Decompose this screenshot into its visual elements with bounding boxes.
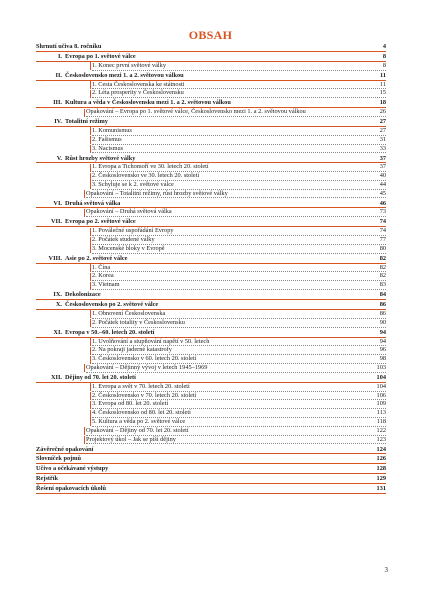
toc-entry-label: Evropa v 50.–60. letech 20. století <box>65 328 155 336</box>
toc-entry[interactable] <box>36 383 386 392</box>
toc-entry-page: 73 <box>379 208 386 216</box>
toc-entry-label: 2. Počátek studené války <box>92 236 155 244</box>
toc-entry-page: 74 <box>379 218 386 226</box>
toc-entry[interactable] <box>36 346 386 355</box>
toc-entry-page: 122 <box>376 426 386 434</box>
toc-entry-marker <box>84 190 85 198</box>
toc-entry-marker <box>90 90 91 98</box>
toc-entry-number: III. <box>53 99 62 107</box>
toc-entry[interactable] <box>36 53 386 62</box>
toc-entry[interactable] <box>36 62 386 71</box>
toc-entry-label: 1. Poválečné uspořádání Evropy <box>92 227 174 235</box>
toc-entry-page: 80 <box>379 244 386 252</box>
toc-entry-marker <box>90 356 91 364</box>
toc-entry[interactable] <box>36 181 386 190</box>
toc-entry-number: X. <box>55 301 62 309</box>
toc-entry-page: 86 <box>379 301 386 309</box>
toc-entry-marker <box>90 273 91 281</box>
toc-entry-marker <box>90 383 91 391</box>
toc-entry-number: VIII. <box>48 254 62 262</box>
toc-entry-marker <box>84 436 85 444</box>
toc-entry-label: 3. Evropa od 80. let 20. století <box>92 400 169 408</box>
toc-entry-underline <box>36 299 386 300</box>
toc-entry-label: Růst hrozby světové války <box>65 154 136 162</box>
toc-entry[interactable] <box>36 446 386 455</box>
toc-entry[interactable] <box>36 338 386 347</box>
toc-entry-underline <box>36 463 386 464</box>
toc-entry-marker <box>84 109 85 117</box>
toc-entry-page: 11 <box>379 80 386 88</box>
toc-entry-number: IV. <box>54 118 62 126</box>
toc-entry-label: 3. Schyluje se k 2. světové válce <box>92 180 174 188</box>
toc-entry[interactable] <box>36 264 386 273</box>
toc-entry[interactable] <box>36 118 386 127</box>
toc-entry[interactable] <box>36 364 386 373</box>
toc-entry-label: Opakování – Dějiny od 70. let 20. století <box>86 426 189 434</box>
toc-entry-page: 15 <box>379 89 386 97</box>
toc-entry[interactable] <box>36 255 386 264</box>
toc-entry-label: Evropa po 2. světové válce <box>65 218 136 226</box>
toc-entry[interactable] <box>36 172 386 181</box>
toc-entry[interactable] <box>36 43 386 52</box>
toc-entry-label: Učivo a očekávané výstupy <box>36 465 109 473</box>
page-title: OBSAH <box>188 28 233 42</box>
toc-entry-page: 44 <box>379 180 386 188</box>
toc-entry[interactable] <box>36 236 386 245</box>
toc-entry[interactable] <box>36 108 386 117</box>
toc-entry[interactable] <box>36 427 386 436</box>
toc-entry[interactable] <box>36 291 386 300</box>
toc-entry-page: 37 <box>379 163 386 171</box>
toc-entry-label: 2. Na pokraji jaderné katastrofy <box>92 346 172 354</box>
toc-entry[interactable] <box>36 310 386 319</box>
toc-entry-underline <box>86 216 386 217</box>
toc-entry[interactable] <box>36 218 386 227</box>
toc-entry-label: 1. Obnovení Československa <box>92 309 166 317</box>
toc-entry-label: 2. Fašismus <box>92 135 122 143</box>
toc-entry-underline <box>86 116 386 117</box>
toc-entry-page: 8 <box>382 52 386 60</box>
toc-entry-page: 27 <box>379 126 386 134</box>
toc-entry-label: Slovníček pojmů <box>36 455 81 463</box>
toc-entry-marker <box>90 237 91 245</box>
toc-entry-label: 3. Nacismus <box>92 144 124 152</box>
toc-entry-label: Dekolonizace <box>65 291 101 299</box>
toc-entry-page: 94 <box>379 328 386 336</box>
toc-entry-number: VII. <box>50 218 62 226</box>
page-number: 3 <box>384 566 388 574</box>
toc-entry-marker <box>84 427 85 435</box>
toc-entry-label: 4. Československo od 80. let 20. století <box>92 409 191 417</box>
toc-entry-label: Kultura a věda v Československu mezi 1. a 2. světovou válkou <box>65 99 231 107</box>
toc-entry-page: 26 <box>379 108 386 116</box>
toc-entry-number: I. <box>57 52 62 60</box>
toc-entry-label: Československo mezi 1. a 2. světovou válkou <box>65 71 184 79</box>
toc-entry-page: 126 <box>376 455 386 463</box>
toc-entry-number: II. <box>55 71 62 79</box>
toc-entry-label: Opakování – Evropa po 1. světové válce, Československo mezi 1. a 2. světovou válkou <box>86 108 306 116</box>
toc-entry-number: XII. <box>50 373 62 381</box>
toc-entry[interactable] <box>36 436 386 445</box>
toc-entry-label: Evropa po 1. světové válce <box>65 52 136 60</box>
toc-entry-label: Rejstřík <box>36 475 59 483</box>
toc-entry[interactable] <box>36 409 386 418</box>
toc-entry-marker <box>90 319 91 327</box>
toc-entry-marker <box>90 347 91 355</box>
toc-entry-marker <box>90 228 91 236</box>
toc-entry-marker <box>90 310 91 318</box>
toc-entry-marker <box>90 401 91 409</box>
toc-entry[interactable] <box>36 485 386 494</box>
toc-entry-page: 131 <box>376 485 386 493</box>
toc-entry-page: 40 <box>379 172 386 180</box>
toc-entry-page: 83 <box>379 281 386 289</box>
toc-entry-marker <box>84 209 85 217</box>
toc-entry-label: 3. Mocenské bloky v Evropě <box>92 244 165 252</box>
toc-entry[interactable] <box>36 465 386 474</box>
toc-entry-page: 45 <box>379 189 386 197</box>
toc-entry[interactable] <box>36 200 386 209</box>
toc-entry-page: 46 <box>379 199 386 207</box>
toc-entry-page: 113 <box>376 409 386 417</box>
toc-entry-label: Asie po 2. světové válce <box>65 254 128 262</box>
toc-entry[interactable] <box>36 227 386 236</box>
toc-entry-label: 1. Evropa a Tichomoří ve 30. letech 20. století <box>92 163 209 171</box>
toc-entry[interactable] <box>36 374 386 383</box>
toc-entry[interactable] <box>36 245 386 254</box>
toc-entry-marker <box>90 136 91 144</box>
toc-entry[interactable] <box>36 89 386 98</box>
toc-entry-underline <box>36 453 386 454</box>
toc-entry-page: 109 <box>376 400 386 408</box>
toc-entry-label: 3. Vietnam <box>92 281 120 289</box>
toc-entry[interactable] <box>36 355 386 364</box>
toc-entry-number: VI. <box>53 199 62 207</box>
toc-entry[interactable] <box>36 392 386 401</box>
toc-entry[interactable] <box>36 281 386 290</box>
toc-entry-underline <box>92 152 386 153</box>
toc-entry-label: 1. Cesta Československa ke státnosti <box>92 80 185 88</box>
toc-entry-underline <box>92 70 386 71</box>
toc-entry[interactable] <box>36 418 386 427</box>
toc-entry-label: 1. Čína <box>92 263 111 271</box>
toc-entry-page: 98 <box>379 355 386 363</box>
table-of-contents <box>36 43 386 494</box>
toc-entry-page: 90 <box>379 318 386 326</box>
toc-entry-marker <box>90 181 91 189</box>
toc-entry-page: 77 <box>379 236 386 244</box>
toc-entry-marker <box>90 164 91 172</box>
toc-entry-label: 2. Korea <box>92 272 114 280</box>
toc-entry-page: 82 <box>379 263 386 271</box>
toc-entry-underline <box>92 97 386 98</box>
toc-entry-page: 84 <box>379 291 386 299</box>
toc-entry[interactable] <box>36 163 386 172</box>
toc-entry-underline <box>36 493 386 494</box>
toc-entry-label: Projektový úkol – Jak se píší dějiny <box>86 435 176 443</box>
toc-entry-label: Shrnutí učiva 8. ročníku <box>36 43 102 50</box>
toc-entry-page: 82 <box>379 254 386 262</box>
toc-entry-page: 4 <box>382 43 386 50</box>
toc-entry-page: 31 <box>379 135 386 143</box>
toc-entry-page: 118 <box>376 417 386 425</box>
toc-entry-marker <box>90 418 91 426</box>
toc-entry[interactable] <box>36 72 386 81</box>
toc-entry[interactable] <box>36 301 386 310</box>
toc-entry-label: Opakování – Totalitní režimy, růst hrozby světové války <box>86 189 228 197</box>
toc-entry-underline <box>92 327 386 328</box>
toc-entry-page: 123 <box>376 435 386 443</box>
toc-entry[interactable] <box>36 81 386 90</box>
toc-entry[interactable] <box>36 208 386 217</box>
toc-entry-label: 2. Léta prosperity v Československu <box>92 89 184 97</box>
toc-entry-marker <box>90 145 91 153</box>
toc-entry-page: 82 <box>379 272 386 280</box>
toc-entry-label: 2. Československo v 70. letech 20. století <box>92 391 197 399</box>
toc-entry-underline <box>86 197 386 198</box>
toc-entry-page: 37 <box>379 154 386 162</box>
toc-entry[interactable] <box>36 99 386 108</box>
toc-entry-marker <box>90 127 91 135</box>
toc-entry[interactable] <box>36 136 386 145</box>
toc-entry-label: 3. Československo v 60. letech 20. století <box>92 355 197 363</box>
toc-entry-label: 1. Uvolňování a stupňování napětí v 50. letech <box>92 337 210 345</box>
toc-entry-page: 129 <box>376 475 386 483</box>
toc-entry-underline <box>86 372 386 373</box>
toc-entry-underline <box>92 289 386 290</box>
toc-entry-underline <box>36 473 386 474</box>
toc-entry-marker <box>90 392 91 400</box>
toc-entry-marker <box>84 364 85 372</box>
toc-entry[interactable] <box>36 155 386 164</box>
toc-entry-label: 5. Kultura a věda po 2. světové válce <box>92 417 186 425</box>
toc-entry-page: 124 <box>376 445 386 453</box>
toc-entry-marker <box>90 81 91 89</box>
toc-entry-label: 2. Počátek totality v Československu <box>92 318 185 326</box>
toc-entry-page: 104 <box>376 382 386 390</box>
toc-entry-label: Druhá světová válka <box>65 199 121 207</box>
toc-entry-label: Československo po 2. světové válce <box>65 301 159 309</box>
toc-entry-page: 27 <box>379 118 386 126</box>
toc-entry-page: 106 <box>376 391 386 399</box>
toc-entry-number: IX. <box>53 291 62 299</box>
toc-entry-label: Řešení opakovacích úkolů <box>36 485 106 493</box>
toc-entry-underline <box>92 253 386 254</box>
toc-entry-underline <box>86 443 386 444</box>
toc-entry-page: 33 <box>379 144 386 152</box>
toc-entry-page: 96 <box>379 346 386 354</box>
toc-entry-marker <box>90 62 91 70</box>
toc-entry-label: Závěrečné opakování <box>36 445 94 453</box>
toc-entry-marker <box>90 173 91 181</box>
toc-entry-number: V. <box>56 154 62 162</box>
toc-entry-page: 94 <box>379 337 386 345</box>
toc-entry[interactable] <box>36 400 386 409</box>
toc-entry-label: Opakování – Druhá světová válka <box>86 208 172 216</box>
toc-entry-label: Opakování – Dějinný vývoj v letech 1945–1969 <box>86 363 208 371</box>
toc-entry-marker <box>90 245 91 253</box>
toc-entry[interactable] <box>36 127 386 136</box>
toc-entry-page: 103 <box>376 363 386 371</box>
toc-entry-marker <box>90 264 91 272</box>
toc-entry-label: 1. Komunismus <box>92 126 132 134</box>
toc-entry-page: 128 <box>376 465 386 473</box>
toc-entry-label: 1. Konec první světové války <box>92 61 166 69</box>
toc-entry[interactable] <box>36 455 386 464</box>
toc-entry[interactable] <box>36 145 386 154</box>
toc-entry[interactable] <box>36 190 386 199</box>
toc-entry-label: 1. Evropa a svět v 70. letech 20. století <box>92 382 190 390</box>
toc-entry-page: 74 <box>379 227 386 235</box>
toc-entry-marker <box>90 282 91 290</box>
toc-entry-page: 86 <box>379 309 386 317</box>
toc-entry-page: 104 <box>376 373 386 381</box>
toc-entry-page: 11 <box>380 71 386 79</box>
toc-entry[interactable] <box>36 329 386 338</box>
toc-entry[interactable] <box>36 272 386 281</box>
toc-entry-page: 8 <box>382 61 386 69</box>
toc-entry-underline <box>36 51 386 52</box>
toc-entry-number: XI. <box>53 328 62 336</box>
toc-entry-label: Totalitní režimy <box>65 118 108 126</box>
toc-entry-marker <box>90 410 91 418</box>
toc-entry[interactable] <box>36 475 386 484</box>
toc-entry[interactable] <box>36 319 386 328</box>
toc-entry-label: 2. Československo ve 30. letech 20. století <box>92 172 200 180</box>
toc-entry-label: Dějiny od 70. let 20. století <box>65 373 136 381</box>
toc-entry-marker <box>90 338 91 346</box>
toc-entry-page: 18 <box>379 99 386 107</box>
